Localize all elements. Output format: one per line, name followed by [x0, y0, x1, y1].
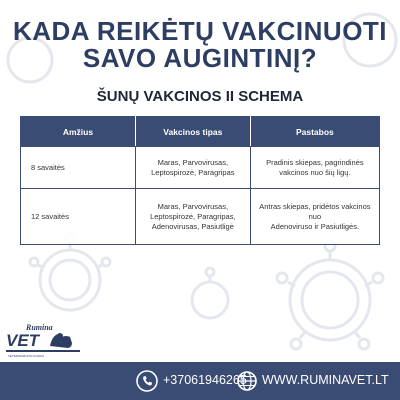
phone-icon[interactable]: [136, 370, 158, 392]
header-vaccine-type: Vakcinos tipas: [135, 117, 250, 147]
vaccine-text: Maras, Parvovirusas,: [157, 157, 229, 167]
svg-text:VET: VET: [6, 331, 40, 350]
vaccine-text: Maras, Parvovirusas,: [157, 201, 229, 211]
vaccine-text: Leptospirozė, Paragripas: [151, 167, 235, 177]
note-text: Adenoviruso ir Pasiutligės.: [270, 221, 360, 231]
cell-notes: [250, 189, 379, 245]
title-line-2: SAVO AUGINTINĮ?: [82, 43, 318, 73]
cell-age: 12 savaitės: [21, 189, 136, 245]
title-line-1: KADA REIKĖTŲ VAKCINUOTI: [12, 16, 388, 46]
page-title: [0, 18, 400, 72]
globe-icon[interactable]: [236, 370, 258, 392]
header-age: Amžius: [21, 117, 136, 147]
cell-notes: [250, 147, 379, 189]
cell-age: 8 savaitės: [21, 147, 136, 189]
vaccination-table: [20, 116, 380, 245]
svg-text:VETERINARIJOS KLINIKA: VETERINARIJOS KLINIKA: [8, 354, 45, 358]
note-text: Antras skiepas, pridėtos vakcinos nuo: [259, 201, 371, 221]
table-header-row: [21, 117, 380, 147]
table-row: [21, 189, 380, 245]
cell-vaccine-type: [135, 147, 250, 189]
website-link[interactable]: WWW.RUMINAVET.LT: [262, 373, 389, 387]
phone-number[interactable]: +37061946265: [163, 373, 247, 387]
ruminavet-logo: [4, 322, 84, 358]
note-text: vakcinos nuo šių ligų.: [279, 167, 351, 177]
cell-vaccine-type: [135, 189, 250, 245]
contact-footer: [0, 362, 400, 400]
vaccine-text: Adenovirusas, Pasiutligė: [151, 221, 234, 231]
header-notes: Pastabos: [250, 117, 379, 147]
svg-text:Rumina: Rumina: [26, 323, 53, 332]
vaccine-text: Leptospirozė, Paragripas,: [150, 211, 236, 221]
schema-subtitle: ŠUNŲ VAKCINOS II SCHEMA: [96, 88, 304, 105]
table-row: [21, 147, 380, 189]
note-text: Pradinis skiepas, pagrindinės: [266, 157, 364, 167]
